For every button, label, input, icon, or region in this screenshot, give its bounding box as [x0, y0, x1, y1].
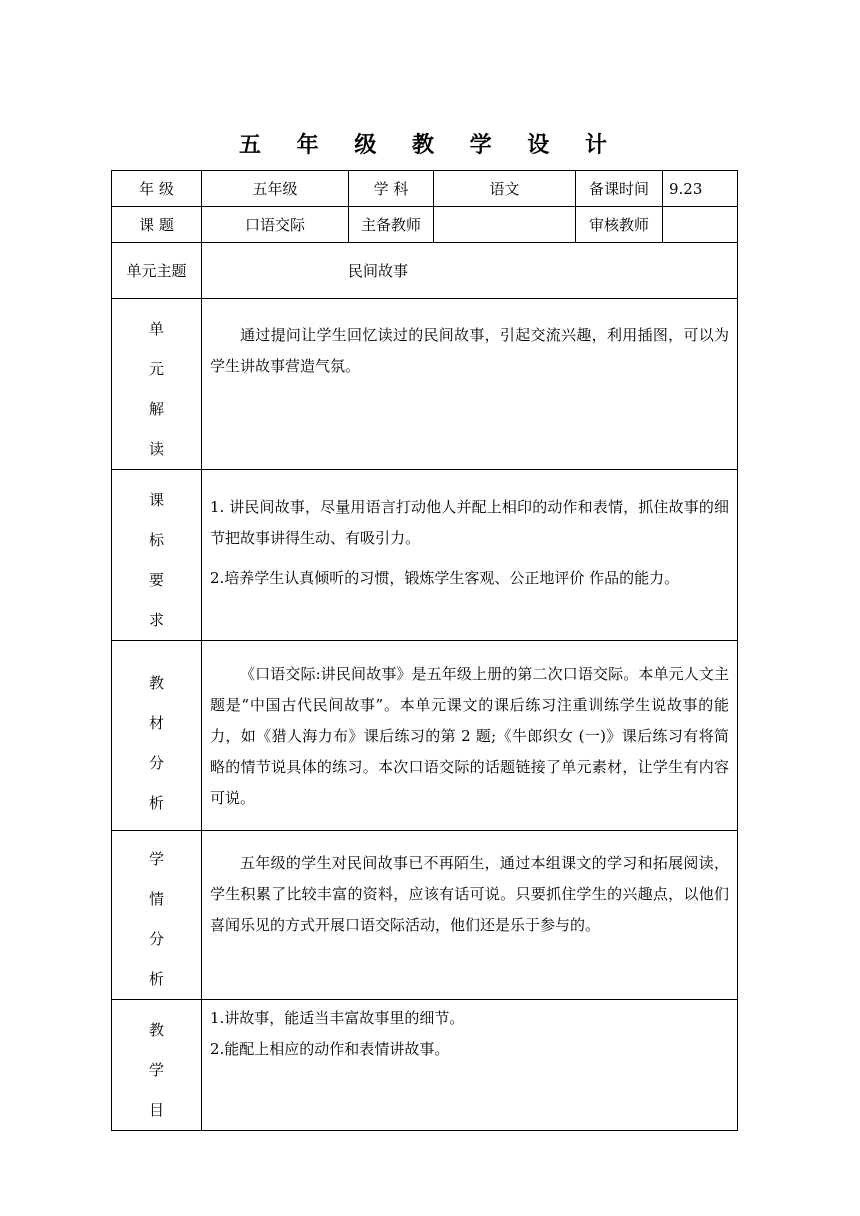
label-char: 读	[148, 440, 164, 458]
topic-value: 口语交际	[202, 207, 349, 243]
teaching-goal-item: 1.讲故事，能适当丰富故事里的细节。	[210, 1009, 465, 1027]
label-char: 元	[148, 360, 164, 378]
label-char: 教	[148, 1021, 164, 1039]
curriculum-item: 1. 讲民间故事，尽量用语言打动他人并配上相印的动作和表情，抓住故事的细节把故事讲得生动、有吸引力。	[210, 498, 729, 547]
table-row	[112, 171, 738, 207]
label-char: 学	[148, 1061, 164, 1079]
teaching-goals-content	[202, 1000, 738, 1131]
label-char: 单	[148, 320, 164, 338]
reviewer-label: 审核教师	[576, 207, 663, 243]
label-char: 教	[148, 674, 164, 692]
topic-label: 课 题	[112, 207, 202, 243]
unit-theme-label: 单元主题	[112, 243, 202, 299]
curriculum-requirements-label	[112, 470, 202, 641]
unit-interpretation-label	[112, 299, 202, 470]
main-teacher-label: 主备教师	[349, 207, 434, 243]
label-char: 要	[148, 571, 164, 589]
table-row	[112, 831, 738, 1000]
label-char: 求	[148, 611, 164, 629]
table-row	[112, 207, 738, 243]
student-analysis-content	[202, 831, 738, 1000]
table-row	[112, 470, 738, 641]
unit-interpretation-text: 通过提问让学生回忆读过的民间故事，引起交流兴趣，利用插图，可以为学生讲故事营造气氛。	[210, 326, 729, 375]
label-char: 情	[148, 890, 164, 908]
label-char: 解	[148, 400, 164, 418]
label-char: 分	[148, 930, 164, 948]
label-char: 材	[148, 714, 164, 732]
prep-time-value: 9.23	[663, 171, 738, 207]
table-row	[112, 299, 738, 470]
label-char: 析	[148, 970, 164, 988]
label-char: 分	[148, 754, 164, 772]
table-row	[112, 1000, 738, 1131]
student-analysis-text: 五年级的学生对民间故事已不再陌生，通过本组课文的学习和拓展阅读，学生积累了比较丰富的资料，应该有话可说。只要抓住学生的兴趣点，以他们喜闻乐见的方式开展口语交际活动，他们还是乐于参与的。	[210, 854, 729, 934]
main-teacher-value	[434, 207, 576, 243]
subject-label: 学 科	[349, 171, 434, 207]
label-char: 标	[148, 531, 164, 549]
student-analysis-label	[112, 831, 202, 1000]
subject-value: 语文	[434, 171, 576, 207]
textbook-analysis-content	[202, 641, 738, 831]
lesson-plan-table	[111, 170, 738, 1131]
table-row	[112, 243, 738, 299]
textbook-analysis-text: 《口语交际:讲民间故事》是五年级上册的第二次口语交际。本单元人文主题是“中国古代民间故事”。本单元课文的课后练习注重训练学生说故事的能力，如《猎人海力布》课后练习的第 2 题;《牛郎织女 (一)》课后练习有将简略的情节说具体的练习。本次口语交际的话题链接了单元素材，让学生有内容可说。	[210, 665, 729, 807]
label-char: 学	[148, 850, 164, 868]
unit-theme-value: 民间故事	[202, 243, 738, 299]
textbook-analysis-label	[112, 641, 202, 831]
label-char: 课	[148, 491, 164, 509]
label-char: 析	[148, 794, 164, 812]
teaching-goal-item: 2.能配上相应的动作和表情讲故事。	[210, 1040, 450, 1058]
grade-label: 年 级	[112, 171, 202, 207]
unit-interpretation-content	[202, 299, 738, 470]
reviewer-value	[663, 207, 738, 243]
page-title: 五 年 级 教 学 设 计	[239, 133, 621, 158]
curriculum-item: 2.培养学生认真倾听的习惯，锻炼学生客观、公正地评价 作品的能力。	[210, 569, 680, 587]
teaching-goals-label	[112, 1000, 202, 1131]
prep-time-label: 备课时间	[576, 171, 663, 207]
curriculum-requirements-content	[202, 470, 738, 641]
label-char: 目	[148, 1101, 164, 1119]
table-row	[112, 641, 738, 831]
grade-value: 五年级	[202, 171, 349, 207]
